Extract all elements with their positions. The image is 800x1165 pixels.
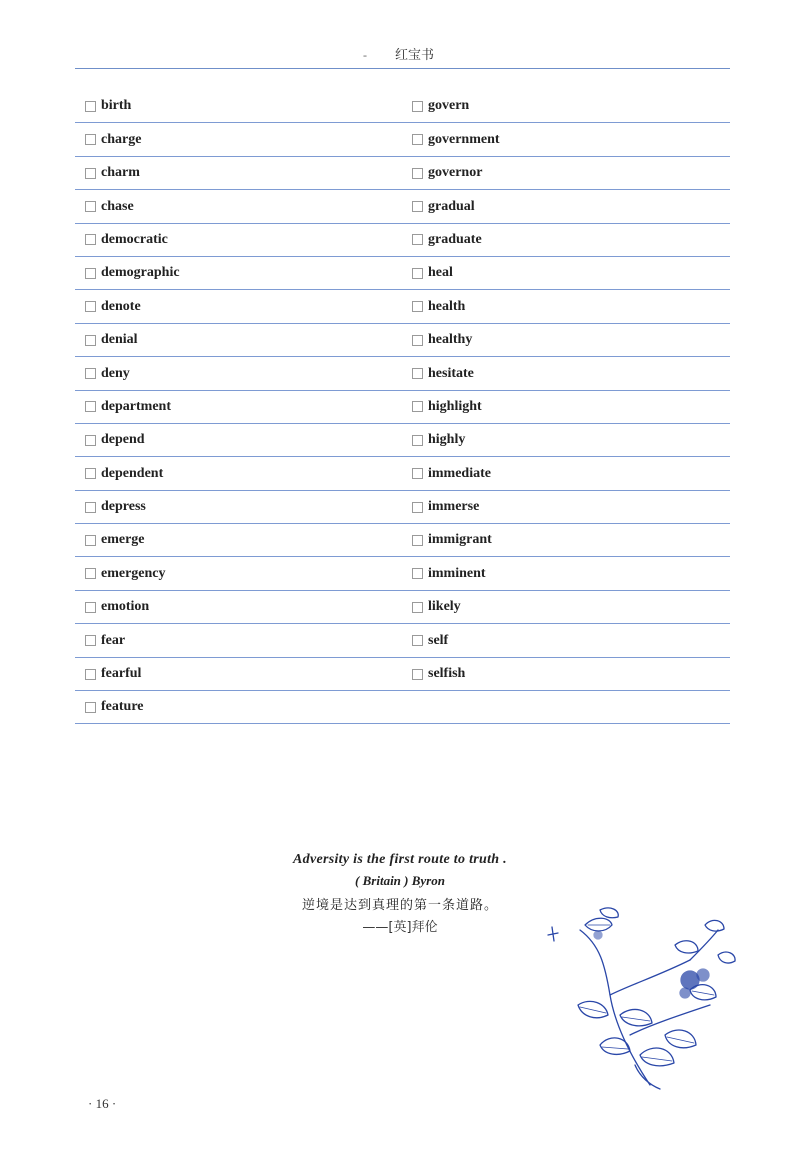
word-row xyxy=(75,557,730,590)
word-row xyxy=(75,391,730,424)
word-row xyxy=(75,224,730,257)
word-item[interactable] xyxy=(85,232,168,248)
word-item[interactable] xyxy=(85,366,130,382)
word-row xyxy=(75,90,730,123)
word-label: health xyxy=(428,298,466,314)
word-row xyxy=(75,324,730,357)
word-item[interactable] xyxy=(412,399,482,415)
word-checkbox[interactable] xyxy=(85,268,96,279)
word-checkbox[interactable] xyxy=(85,468,96,479)
quote-chinese: 逆境是达到真理的第一条道路。 xyxy=(301,898,498,913)
word-item[interactable] xyxy=(85,699,144,715)
word-checkbox[interactable] xyxy=(412,435,423,446)
word-label: graduate xyxy=(428,231,482,247)
header-dash: - xyxy=(363,48,367,62)
word-label: deny xyxy=(101,365,130,381)
word-label: self xyxy=(428,632,449,648)
word-item[interactable] xyxy=(85,432,145,448)
word-checkbox[interactable] xyxy=(412,168,423,179)
word-checkbox[interactable] xyxy=(85,602,96,613)
word-label: charge xyxy=(101,131,142,147)
word-label: highly xyxy=(428,432,466,448)
word-checkbox[interactable] xyxy=(85,401,96,412)
word-item[interactable] xyxy=(85,265,180,281)
word-item[interactable] xyxy=(412,332,472,348)
word-checkbox[interactable] xyxy=(412,669,423,680)
page-number: · 16 · xyxy=(88,1096,117,1111)
word-checkbox[interactable] xyxy=(85,134,96,145)
word-label: chase xyxy=(101,198,134,214)
word-label: government xyxy=(428,131,500,147)
word-item[interactable] xyxy=(85,566,166,582)
word-checkbox[interactable] xyxy=(85,435,96,446)
word-item[interactable] xyxy=(412,299,465,315)
word-label: depress xyxy=(101,499,146,515)
word-item[interactable] xyxy=(85,466,163,482)
word-item[interactable] xyxy=(412,265,453,281)
word-checkbox[interactable] xyxy=(412,535,423,546)
word-label: birth xyxy=(101,98,132,114)
word-checkbox[interactable] xyxy=(85,168,96,179)
vocabulary-list xyxy=(75,90,730,724)
word-item[interactable] xyxy=(412,599,461,615)
page-title: 红宝书 xyxy=(394,48,434,63)
word-label: hesitate xyxy=(428,365,474,381)
word-label: fear xyxy=(101,632,126,648)
word-label: fearful xyxy=(101,666,142,682)
word-label: feature xyxy=(101,699,144,715)
quote-block xyxy=(240,852,560,935)
word-checkbox[interactable] xyxy=(412,134,423,145)
word-checkbox[interactable] xyxy=(412,468,423,479)
word-item[interactable] xyxy=(412,566,486,582)
word-label: immigrant xyxy=(428,532,492,548)
word-item[interactable] xyxy=(412,532,492,548)
word-checkbox[interactable] xyxy=(85,502,96,513)
word-row xyxy=(75,257,730,290)
word-checkbox[interactable] xyxy=(412,268,423,279)
word-item[interactable] xyxy=(85,399,171,415)
word-row xyxy=(75,123,730,156)
word-checkbox[interactable] xyxy=(85,635,96,646)
word-row xyxy=(75,290,730,323)
page-header xyxy=(75,36,730,69)
word-item[interactable] xyxy=(85,633,125,649)
word-item[interactable] xyxy=(412,199,475,215)
word-row xyxy=(75,457,730,490)
word-label: selfish xyxy=(428,666,466,682)
word-checkbox[interactable] xyxy=(85,101,96,112)
word-item[interactable] xyxy=(85,199,134,215)
word-item[interactable] xyxy=(412,98,469,114)
word-label: denial xyxy=(101,332,138,348)
quote-author-english: ( Britain ) Byron xyxy=(355,873,445,888)
word-checkbox[interactable] xyxy=(85,301,96,312)
word-label: governor xyxy=(428,165,483,181)
word-checkbox[interactable] xyxy=(412,101,423,112)
word-row xyxy=(75,658,730,691)
word-checkbox[interactable] xyxy=(412,502,423,513)
word-item[interactable] xyxy=(412,165,482,181)
word-item[interactable] xyxy=(85,599,149,615)
word-label: emergency xyxy=(101,565,166,581)
word-label: emotion xyxy=(101,599,150,615)
word-label: demographic xyxy=(101,265,180,281)
word-label: imminent xyxy=(428,565,486,581)
word-row xyxy=(75,524,730,557)
flower-illustration xyxy=(540,905,740,1095)
word-item[interactable] xyxy=(85,98,131,114)
word-item[interactable] xyxy=(412,366,474,382)
word-label: democratic xyxy=(101,231,168,247)
word-label: department xyxy=(101,398,171,414)
word-row xyxy=(75,424,730,457)
word-row xyxy=(75,357,730,390)
word-item[interactable] xyxy=(85,532,145,548)
word-item[interactable] xyxy=(412,466,491,482)
word-checkbox[interactable] xyxy=(85,201,96,212)
word-item[interactable] xyxy=(412,666,465,682)
word-checkbox[interactable] xyxy=(412,602,423,613)
word-checkbox[interactable] xyxy=(85,535,96,546)
word-checkbox[interactable] xyxy=(85,368,96,379)
word-checkbox[interactable] xyxy=(412,568,423,579)
word-checkbox[interactable] xyxy=(85,669,96,680)
quote-author-chinese: ——[英]拜伦 xyxy=(362,920,438,935)
word-checkbox[interactable] xyxy=(85,702,96,713)
word-checkbox[interactable] xyxy=(412,635,423,646)
word-item[interactable] xyxy=(85,132,141,148)
word-row xyxy=(75,491,730,524)
word-item[interactable] xyxy=(85,666,141,682)
word-label: charm xyxy=(101,165,140,181)
word-checkbox[interactable] xyxy=(412,401,423,412)
word-label: immerse xyxy=(428,499,480,515)
word-label: highlight xyxy=(428,398,482,414)
word-label: govern xyxy=(428,98,470,114)
word-row xyxy=(75,190,730,223)
word-checkbox[interactable] xyxy=(85,568,96,579)
word-label: gradual xyxy=(428,198,475,214)
word-checkbox[interactable] xyxy=(412,301,423,312)
word-checkbox[interactable] xyxy=(412,201,423,212)
word-item[interactable] xyxy=(412,633,448,649)
word-item[interactable] xyxy=(412,232,482,248)
word-item[interactable] xyxy=(85,165,140,181)
word-label: immediate xyxy=(428,465,491,481)
word-row xyxy=(75,157,730,190)
word-label: emerge xyxy=(101,532,145,548)
word-item[interactable] xyxy=(412,499,479,515)
word-item[interactable] xyxy=(85,499,146,515)
word-row xyxy=(75,591,730,624)
word-label: denote xyxy=(101,298,141,314)
word-item[interactable] xyxy=(85,332,138,348)
word-item[interactable] xyxy=(412,132,500,148)
word-checkbox[interactable] xyxy=(412,368,423,379)
word-checkbox[interactable] xyxy=(85,335,96,346)
word-item[interactable] xyxy=(85,299,141,315)
word-label: likely xyxy=(428,599,461,615)
word-checkbox[interactable] xyxy=(85,234,96,245)
word-row xyxy=(75,691,730,724)
word-label: heal xyxy=(428,265,453,281)
quote-english: Adversity is the first route to truth . xyxy=(293,852,507,867)
word-label: healthy xyxy=(428,332,473,348)
word-label: dependent xyxy=(101,465,164,481)
word-checkbox[interactable] xyxy=(412,234,423,245)
word-label: depend xyxy=(101,432,145,448)
word-checkbox[interactable] xyxy=(412,335,423,346)
word-item[interactable] xyxy=(412,432,465,448)
word-row xyxy=(75,624,730,657)
